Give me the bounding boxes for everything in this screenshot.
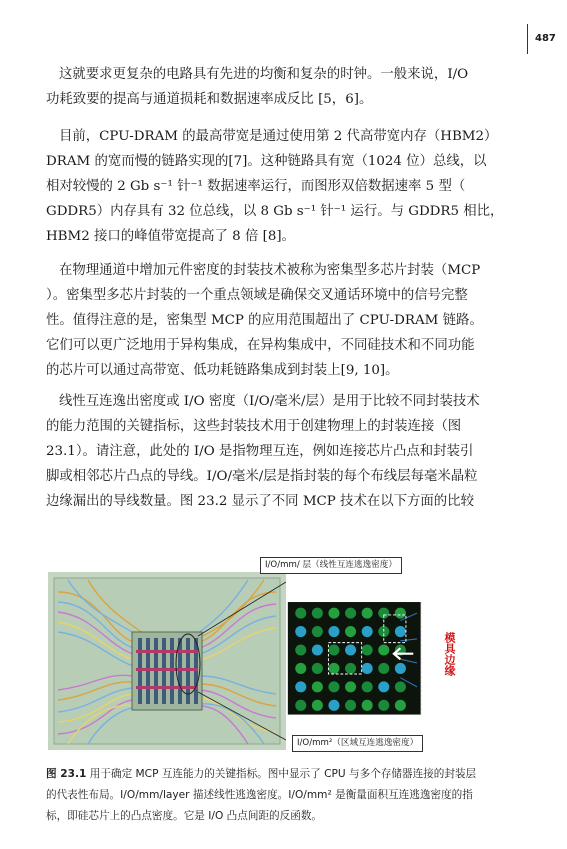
- die-edge-label: 模具边缘: [440, 628, 458, 680]
- package-layout-image: [48, 572, 286, 750]
- text-line: 线性互连逸出密度或 I/O 密度（I/O/毫米/层）是用于比较不同封装技术: [59, 394, 480, 409]
- text-line: DRAM 的宽而慢的链路实现的[7]。这种链路具有宽（1024 位）总线，以: [46, 154, 487, 169]
- text-line: 功耗致要的提高与通道损耗和数据速率成反比 [5，6]。: [46, 92, 373, 107]
- areal-escape-density-callout: I/O/mm²（区域互连逃逸密度）: [292, 735, 423, 752]
- caption-line: 标，即硅芯片上的凸点密度。它是 I/O 凸点间距的反函数。: [46, 810, 323, 822]
- text-line: 的能力范围的关键指标，这些封装技术用于创建物理上的封装连接（图: [46, 419, 462, 434]
- caption-label: 图 23.1: [46, 768, 87, 780]
- caption-text: 用于确定 MCP 互连能力的关键指标。图中显示了 CPU 与多个存储器连接的封装层: [89, 768, 477, 780]
- text-line: 在物理通道中增加元件密度的封装技术被称为密集型多芯片封装（MCP: [59, 263, 481, 278]
- text-line: 目前，CPU-DRAM 的最高带宽是通过使用第 2 代高带宽内存（HBM2）: [59, 129, 498, 144]
- page-number: 487: [527, 24, 567, 54]
- text-line: 这就要求更复杂的电路具有先进的均衡和复杂的时钟。一般来说，I/O: [59, 67, 469, 82]
- text-line: 23.1）。请注意，此处的 I/O 是指物理互连，例如连接芯片凸点和封装引: [46, 444, 474, 459]
- text-line: 它们可以更广泛地用于异构集成，在异构集成中，不同硅技术和不同功能: [46, 338, 475, 353]
- caption-line: [46, 764, 516, 785]
- linear-escape-density-callout: I/O/mm/ 层（线性互连逃逸密度）: [260, 557, 402, 574]
- text-line: 脚或相邻芯片凸点的导线。I/O/毫米/层是指封装的每个布线层每毫米晶粒: [46, 469, 478, 484]
- paragraph-2: [46, 124, 508, 249]
- figure-caption: [46, 764, 516, 827]
- text-line: ）。密集型多芯片封装的一个重点领域是确保交叉通话环境中的信号完整: [46, 288, 468, 303]
- text-line: 的芯片可以通过高带宽、低功耗链路集成到封装上[9, 10]。: [46, 363, 399, 378]
- paragraph-4: [46, 389, 508, 514]
- zoomed-escape-image: [286, 550, 500, 750]
- figure-23-1: [48, 550, 500, 750]
- paragraph-1: [46, 62, 508, 112]
- text-line: 边缘漏出的导线数量。图 23.2 显示了不同 MCP 技术在以下方面的比较: [46, 494, 474, 509]
- text-line: 相对较慢的 2 Gb s⁻¹ 针⁻¹ 数据速率运行，而图形双倍数据速率 5 型（: [46, 179, 466, 194]
- text-line: HBM2 接口的峰值带宽提高了 8 倍 [8]。: [46, 229, 295, 244]
- caption-line: 的代表性布局。I/O/mm/layer 描述线性逃逸密度。I/O/mm² 是衡量面积互连逃逸密度的指: [46, 789, 473, 801]
- paragraph-3: [46, 258, 508, 383]
- text-line: 性。值得注意的是，密集型 MCP 的应用范围超出了 CPU-DRAM 链路。: [46, 313, 483, 328]
- text-line: GDDR5）内存具有 32 位总线，以 8 Gb s⁻¹ 针⁻¹ 运行。与 GDDR5 相比，: [46, 204, 504, 219]
